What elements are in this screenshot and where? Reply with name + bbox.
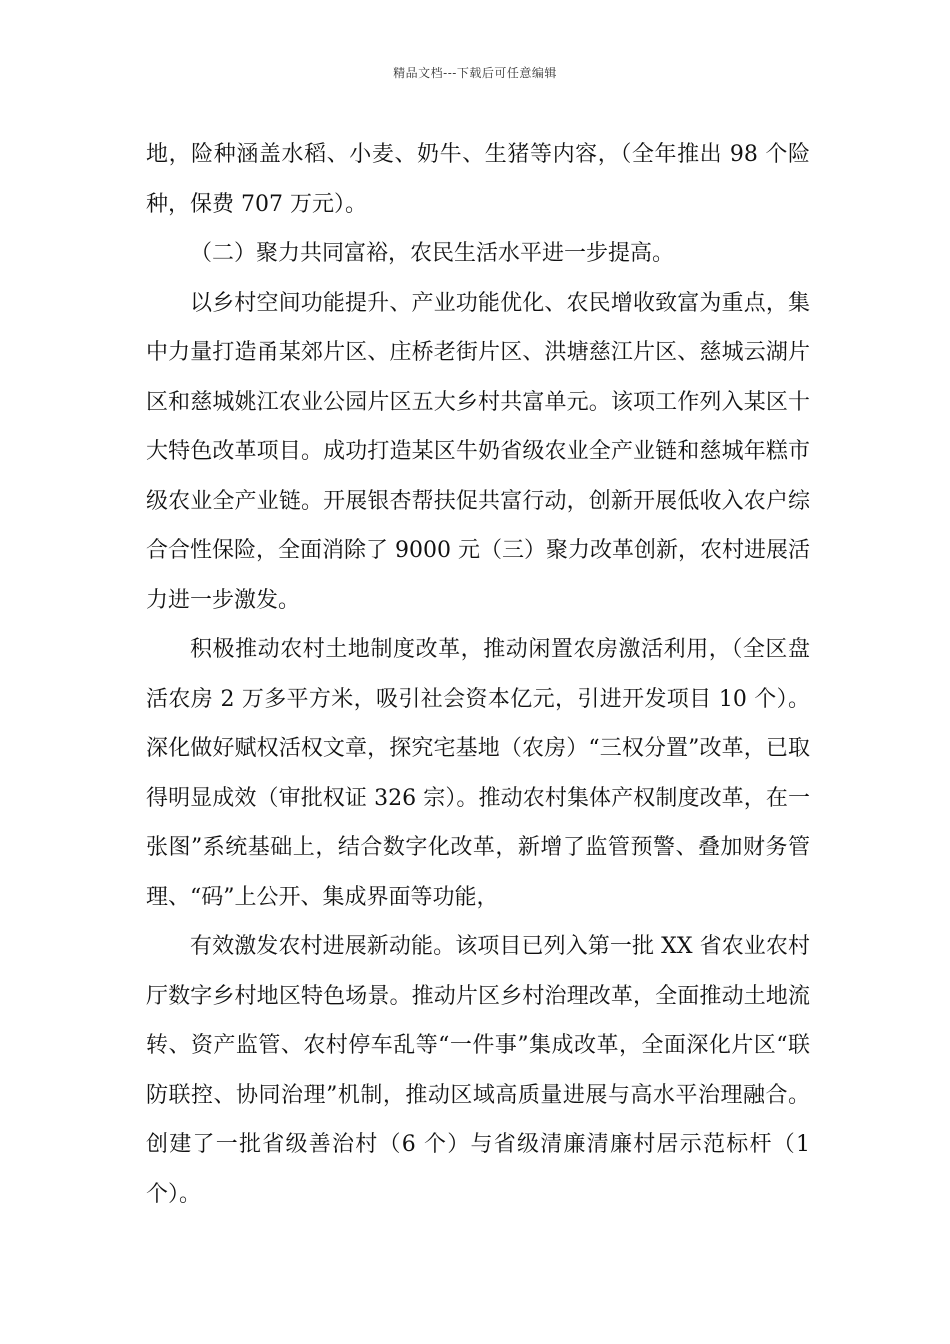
document-body [146, 130, 810, 1219]
paragraph-5: 有效激发农村进展新动能。该项目已列入第一批 XX 省农业农村厅数字乡村地区特色场景。推动片区乡村治理改革，全面推动土地流转、资产监管、农村停车乱等“一件事”集成改革，全面深化片区“联防联控、协同治理”机制，推动区域高质量进展与高水平治理融合。创建了一批省级善治村（6 个）与省级清廉清廉村居示范标杆（1 个）。 [146, 934, 811, 1207]
paragraph-1: 地，险种涵盖水稻、小麦、奶牛、生猪等内容，（全年推出 98 个险种，保费 707 万元）。 [146, 142, 810, 217]
paragraph-3: 以乡村空间功能提升、产业功能优化、农民增收致富为重点，集中力量打造甬某郊片区、庄桥老街片区、洪塘慈江片区、慈城云湖片区和慈城姚江农业公园片区五大乡村共富单元。该项工作列入某区十大特色改革项目。成功打造某区牛奶省级农业全产业链和慈城年糕市级农业全产业链。开展银杏帮扶促共富行动，创新开展低收入农户综合合性保险，全面消除了 9000 元（三）聚力改革创新，农村进展活力进一步激发。 [146, 290, 810, 613]
section-heading-2: （二）聚力共同富裕，农民生活水平进一步提高。 [190, 241, 675, 266]
page-header: 精品文档---下载后可任意编辑 [393, 66, 557, 80]
paragraph-4: 积极推动农村土地制度改革，推动闲置农房激活利用，（全区盘活农房 2 万多平方米，吸引社会资本亿元，引进开发项目 10 个）。深化做好赋权活权文章，探究宅基地（农房）“三权分置”改革，已取得明显成效（审批权证 326 宗）。推动农村集体产权制度改革，在一张图”系统基础上，结合数字化改革，新增了监管预警、叠加财务管理、“码”上公开、集成界面等功能， [146, 637, 810, 910]
